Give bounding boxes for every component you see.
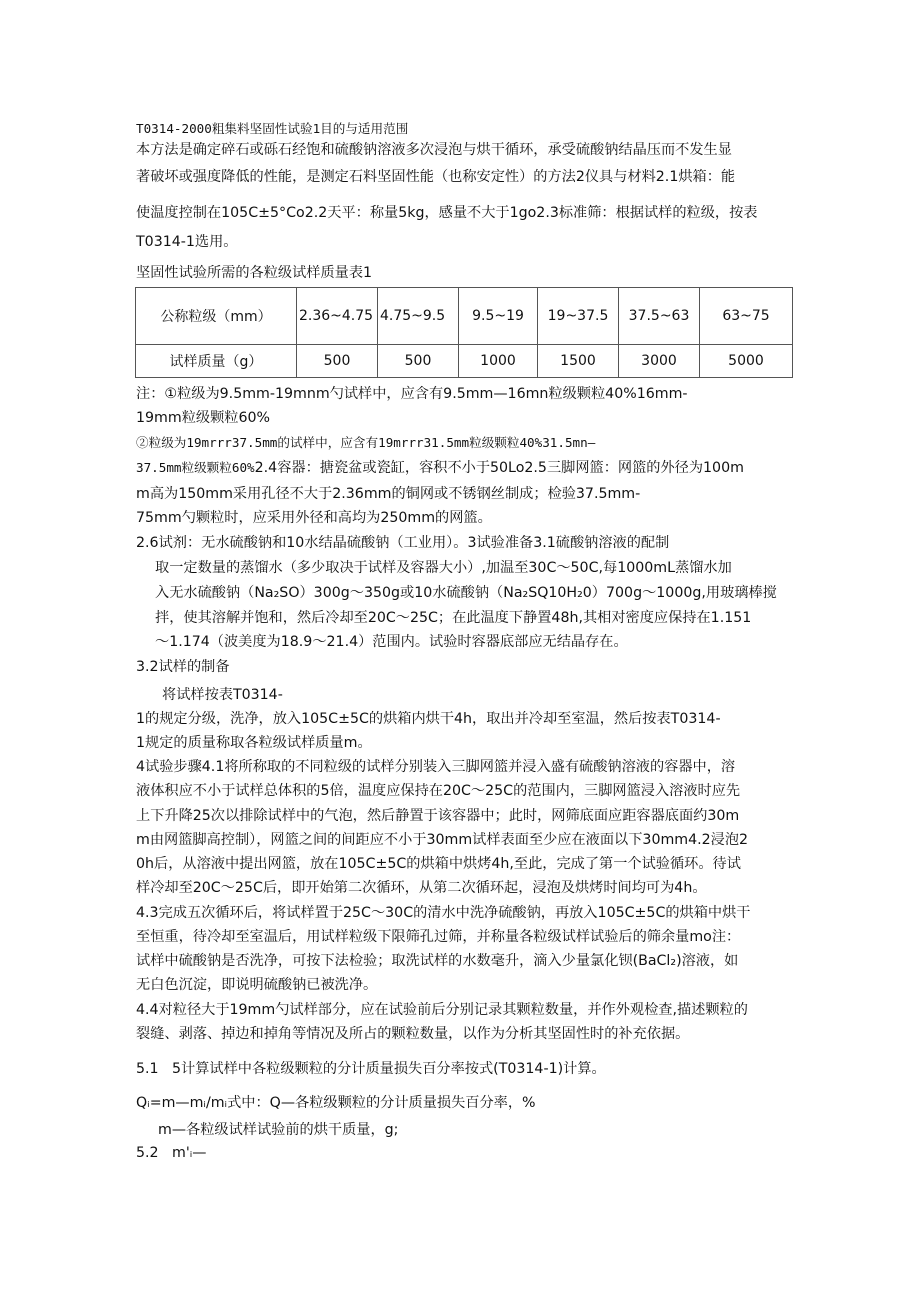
paragraph-line: 1的规定分级，洗净，放入105C±5C的烘箱内烘干4h，取出并冷却至室温，然后按表T0314- [136, 711, 721, 727]
table-cell: 63~75 [700, 288, 793, 345]
table-cell: 19~37.5 [538, 288, 619, 345]
paragraph-line: T0314-1选用。 [136, 234, 238, 250]
paragraph-line: 液体积应不小于试样总体积的5倍，温度应保持在20C～25C的范围内，三脚网篮浸入溶液时应先 [136, 783, 741, 799]
table-header-cell: 公称粒级（mm） [136, 288, 297, 345]
title-line: T0314-2000粗集料坚固性试验1目的与适用范围 [136, 121, 409, 136]
section-heading: 3.2试样的制备 [136, 659, 230, 675]
paragraph-line: 4试验步骤4.1将所称取的不同粒级的试样分别装入三脚网篮并浸入盛有硫酸钠溶液的容器中，溶 [136, 759, 736, 775]
table-cell: 5000 [700, 345, 793, 378]
table-cell: 3000 [619, 345, 700, 378]
paragraph-line: ～1.174（波美度为18.9～21.4）范围内。试验时容器底部应无结晶存在。 [155, 634, 628, 650]
paragraph-line: 入无水硫酸钠（Na₂SO）300g～350g或10水硫酸钠（Na₂SQ10H₂0）700g～1000g,用玻璃棒搅 [155, 585, 777, 601]
paragraph-line: m由网篮脚高控制），网篮之间的间距应不小于30mm试样表面至少应在液面以下30mm4.2浸泡2 [136, 832, 749, 848]
table-cell: 9.5~19 [459, 288, 538, 345]
paragraph-line: 75mm勺颗粒时，应采用外径和高均为250mm的网篮。 [136, 510, 492, 526]
table-row [136, 288, 793, 345]
paragraph-line: 4.3完成五次循环后，将试样置于25C～30C的清水中洗净硫酸钠，再放入105C±5C的烘箱中烘干 [136, 905, 751, 921]
paragraph-line: 1规定的质量称取各粒级试样质量m。 [136, 735, 372, 751]
paragraph-line: 5计算试样中各粒级颗粒的分计质量损失百分率按式(T0314-1)计算。 [172, 1061, 606, 1077]
sample-mass-table [135, 287, 793, 378]
paragraph-line: 将试样按表T0314- [162, 687, 283, 703]
note-fragment: 2.4容器：搪瓷盆或瓷缸，容积不小于50Lo2.5三脚网篮：网篮的外径为100m [254, 460, 744, 476]
table-caption: 坚固性试验所需的各粒级试样质量表1 [136, 265, 373, 281]
note-fragment: 37.5mm粒级颗粒60% [136, 460, 255, 475]
paragraph-line: 0h后，从溶液中提出网篮，放在105C±5C的烘箱中烘烤4h,至此，完成了第一个试验循环。待试 [136, 856, 741, 872]
paragraph-line: 至恒重，待冷却至室温后，用试样粒级下限筛孔过筛，并称量各粒级试样试验后的筛余量mo注： [136, 929, 741, 945]
paragraph-line: m高为150mm采用孔径不大于2.36mm的铜网或不锈钢丝制成；检验37.5mm- [136, 486, 641, 502]
paragraph-line: 使温度控制在105C±5°Co2.2天平：称量5kg，感量不大于1go2.3标准筛：根据试样的粒级，按表 [136, 205, 758, 221]
table-cell: 2.36~4.75 [297, 288, 378, 345]
section-number: 5.1 [136, 1061, 159, 1077]
note-line [136, 457, 744, 479]
note-line: 注：①粒级为9.5mm-19mnm勺试样中，应含有9.5mm—16mn粒级颗粒40%16mm- [136, 386, 688, 402]
table-header-cell: 试样质量（g） [136, 345, 297, 378]
paragraph-line: 取一定数量的蒸馏水（多少取决于试样及容器大小）,加温至30C～50C,每1000mL蒸馏水加 [155, 560, 732, 576]
paragraph-line: 样冷却至20C～25C后，即开始第二次循环，从第二次循环起，浸泡及烘烤时间均可为4h。 [136, 880, 707, 896]
table-row [136, 345, 793, 378]
table-cell: 4.75~9.5 [378, 288, 459, 345]
table-cell: 1500 [538, 345, 619, 378]
paragraph-line: 无白色沉淀，即说明硫酸钠已被洗净。 [136, 977, 378, 993]
definition-line: m'ᵢ— [172, 1145, 207, 1161]
note-line: 19mm粒级颗粒60% [136, 410, 270, 426]
section-number: 5.2 [136, 1145, 159, 1161]
paragraph-line: 上下升降25次以排除试样中的气泡，然后静置于该容器中；此时，网筛底面应距容器底面约30m [136, 808, 740, 824]
paragraph-line: 裂缝、剥落、掉边和掉角等情况及所占的颗粒数量，以作为分析其坚固性时的补充依据。 [136, 1026, 690, 1042]
table-cell: 500 [297, 345, 378, 378]
paragraph-line: 著破坏或强度降低的性能，是测定石料坚固性能（也称安定性）的方法2仪具与材料2.1烘箱：能 [136, 169, 736, 185]
table-cell: 37.5~63 [619, 288, 700, 345]
paragraph-line: 拌，使其溶解并饱和，然后冷却至20C～25C；在此温度下静置48h,其相对密度应保持在1.151 [155, 610, 752, 626]
paragraph-line: 2.6试剂：无水硫酸钠和10水结晶硫酸钠（工业用）。3试验准备3.1硫酸钠溶液的配制 [136, 535, 670, 551]
table-cell: 500 [378, 345, 459, 378]
table-cell: 1000 [459, 345, 538, 378]
formula-line: Qᵢ=m—mᵢ/mᵢ式中：Q—各粒级颗粒的分计质量损失百分率，% [136, 1095, 536, 1111]
note-line: ②粒级为19mrrr37.5mm的试样中，应含有19mrrr31.5mm粒级颗粒40%31.5mn— [136, 435, 596, 450]
paragraph-line: 本方法是确定碎石或砾石经饱和硫酸钠溶液多次浸泡与烘干循环，承受硫酸钠结晶压而不发生显 [136, 142, 732, 158]
definition-line: m—各粒级试样试验前的烘干质量，g; [158, 1122, 399, 1138]
paragraph-line: 4.4对粒径大于19mm勺试样部分，应在试验前后分别记录其颗粒数量，并作外观检查,描述颗粒的 [136, 1002, 748, 1018]
paragraph-line: 试样中硫酸钠是否洗净，可按下法检验；取洗试样的水数毫升，滴入少量氯化钡(BaCl₂)溶液，如 [136, 953, 739, 969]
